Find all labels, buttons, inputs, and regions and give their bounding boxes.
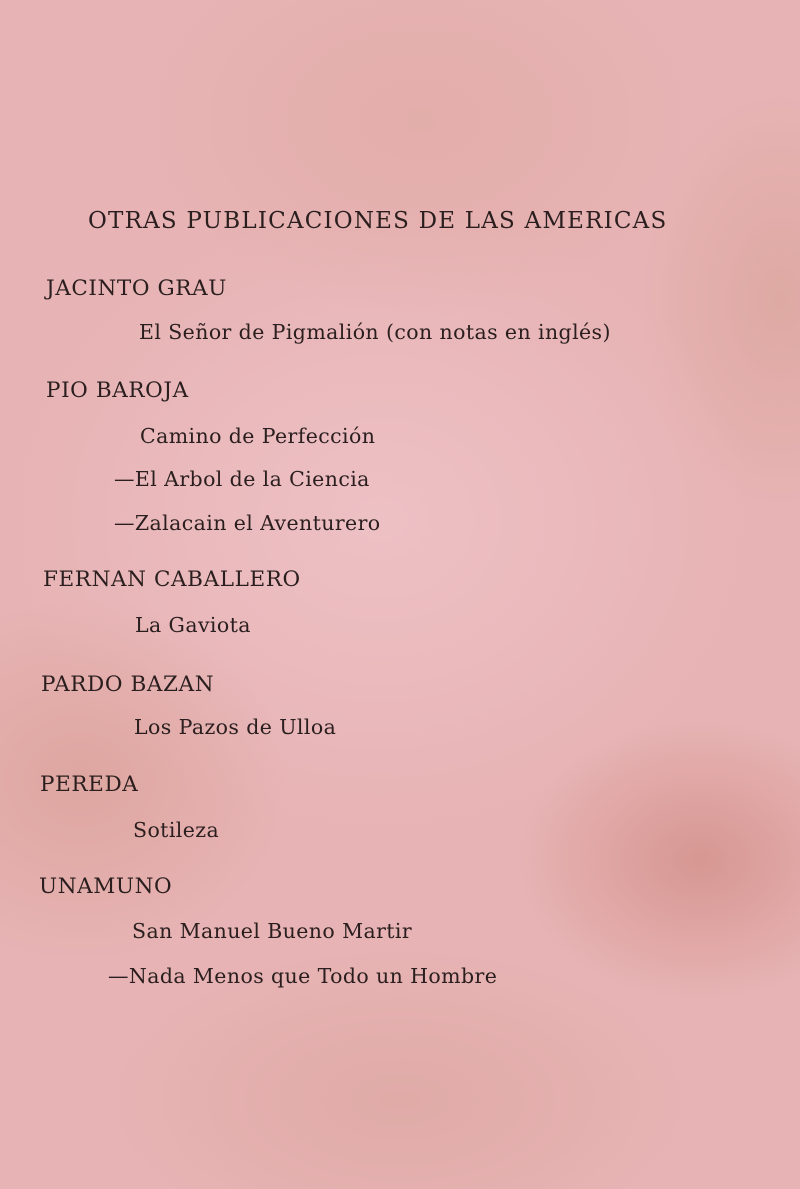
author-name: PARDO BAZAN [41, 672, 215, 697]
work-title: —Nada Menos que Todo un Hombre [108, 964, 498, 988]
work-title: Camino de Perfección [140, 424, 376, 448]
work-title: Los Pazos de Ulloa [134, 715, 337, 739]
work-title: San Manuel Bueno Martir [132, 919, 413, 943]
page-heading: OTRAS PUBLICACIONES DE LAS AMERICAS [88, 208, 668, 234]
work-title: Sotileza [133, 818, 220, 842]
work-title: El Señor de Pigmalión (con notas en inglés) [139, 320, 611, 344]
work-title: La Gaviota [135, 613, 251, 637]
author-name: PEREDA [40, 772, 139, 797]
author-name: UNAMUNO [39, 874, 173, 899]
author-name: JACINTO GRAU [46, 276, 227, 301]
work-title: —El Arbol de la Ciencia [114, 467, 370, 491]
author-name: PIO BAROJA [46, 378, 189, 403]
work-title: —Zalacain el Aventurero [114, 511, 381, 535]
author-name: FERNAN CABALLERO [43, 567, 301, 592]
